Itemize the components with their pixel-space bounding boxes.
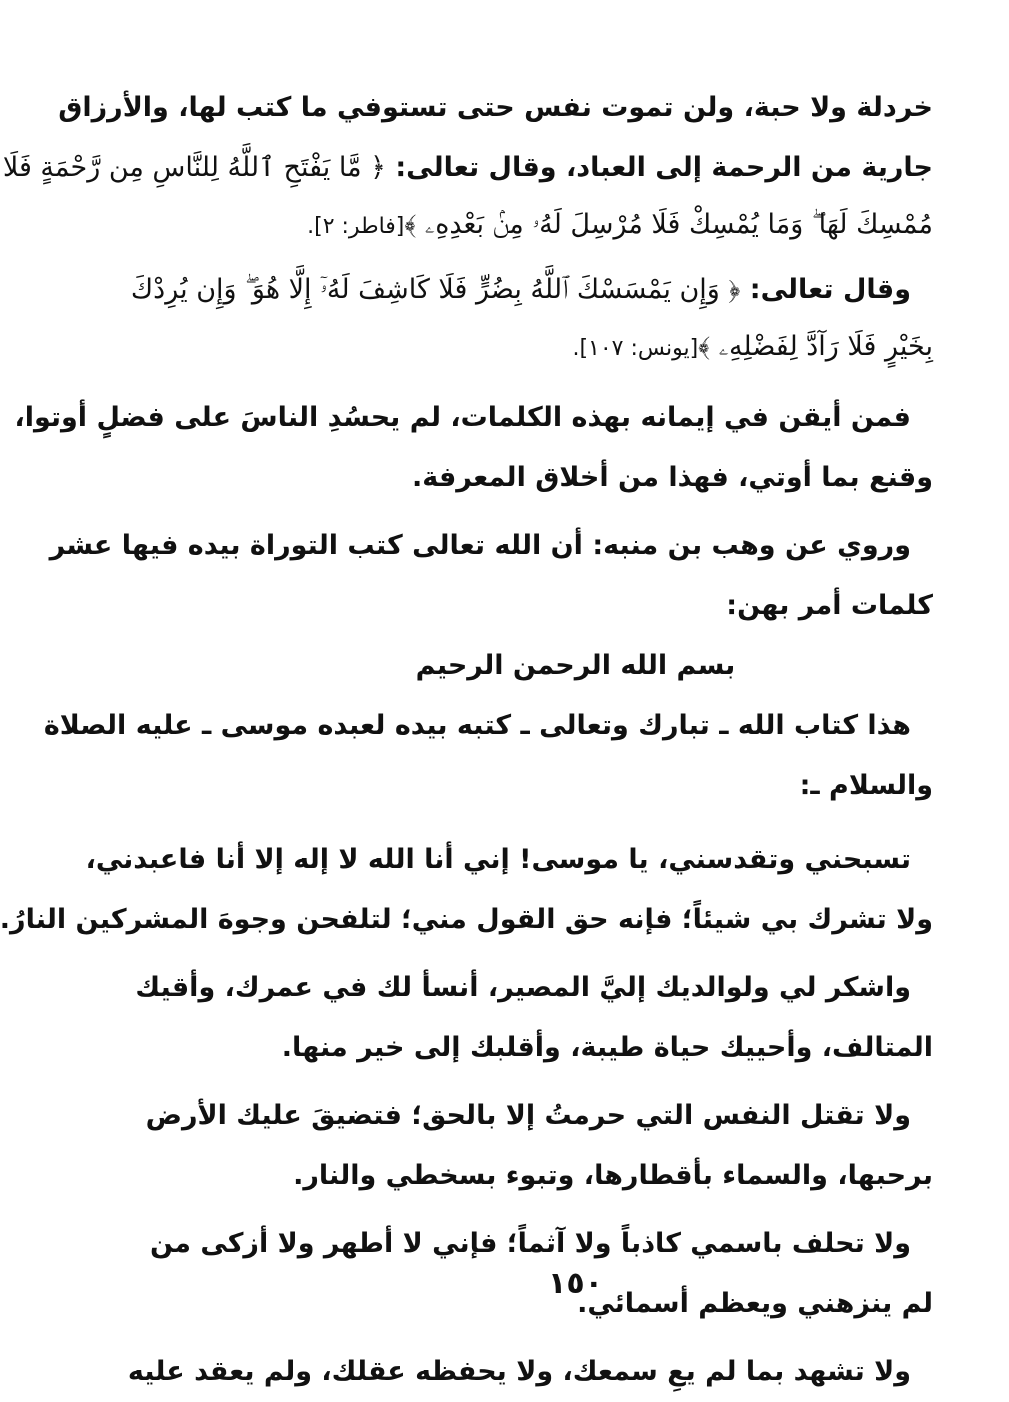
paragraph-line: والسلام ـ: — [799, 770, 933, 801]
paragraph-gap — [218, 252, 933, 260]
paragraph-gap — [218, 1078, 933, 1086]
paragraph-line: برحبها، والسماء بأقطارها، وتبوء بسخطي والنار. — [293, 1160, 933, 1191]
paragraph-line: تسبحني وتقدسني، يا موسى! إني أنا الله لا إله إلا أنا فاعبدني، — [85, 844, 911, 875]
paragraph-gap — [218, 950, 933, 958]
quran-verse: ﴿ وَإِن يَمْسَسْكَ ٱللَّهُ بِضُرٍّ فَلَا كَاشِفَ لَهُۥٓ إِلَّا هُوَ ۖ وَإِن يُرِدْكَ — [130, 274, 741, 305]
page-number: ١٥٠ — [548, 1266, 603, 1301]
paragraph-gap — [218, 1206, 933, 1214]
paragraph-line — [218, 198, 933, 252]
paragraph-gap — [218, 374, 933, 388]
paragraph-line: خردلة ولا حبة، ولن تموت نفس حتى تستوفي ما كتب لها، والأرزاق — [58, 92, 933, 123]
paragraph-line: لم ينزهني ويعظم أسمائي. — [577, 1288, 933, 1319]
paragraph-line: ولا تقتل النفس التي حرمتُ إلا بالحق؛ فتضيقَ عليك الأرض — [145, 1100, 911, 1131]
verse-reference: [يونس: ١٠٧]. — [572, 336, 699, 361]
paragraph-line — [218, 320, 933, 374]
paragraph-line: كلمات أمر بهن: — [726, 590, 933, 621]
paragraph-line: هذا كتاب الله ـ تبارك وتعالى ـ كتبه بيده لعبده موسى ـ عليه الصلاة — [43, 710, 911, 741]
paragraph-line: ولا تشهد بما لم يعِ سمعك، ولا يحفظه عقلك، ولم يعقد عليه — [127, 1356, 911, 1387]
paragraph-line: المتالف، وأحييك حياة طيبة، وأقلبك إلى خير منها. — [281, 1032, 933, 1063]
quran-verse: بِخَيْرٍ فَلَا رَآدَّ لِفَضْلِهِۦ ﴾ — [698, 331, 933, 362]
paragraph-line: ولا تشرك بي شيئاً؛ فإنه حق القول مني؛ لتلفحن وجوهَ المشركين النارُ. — [0, 904, 933, 935]
page-body — [0, 78, 933, 1402]
paragraph-line: وروي عن وهب بن منبه: أن الله تعالى كتب التوراة بيده فيها عشر — [49, 530, 911, 561]
paragraph-gap — [218, 816, 933, 830]
paragraph-line: فمن أيقن في إيمانه بهذه الكلمات، لم يحسُدِ الناسَ على فضلٍ أوتوا، — [14, 402, 911, 433]
basmala-heading: بسم الله الرحمن الرحيم — [415, 650, 736, 681]
paragraph-gap — [218, 1334, 933, 1342]
quran-verse: مُمْسِكَ لَهَا ۖ وَمَا يُمْسِكْ فَلَا مُرْسِلَ لَهُۥ مِنۢ بَعْدِهِۦ ﴾ — [404, 209, 933, 240]
paragraph-line: وقنع بما أوتي، فهذا من أخلاق المعرفة. — [411, 462, 933, 493]
paragraph-line — [130, 260, 933, 320]
paragraph-line: واشكر لي ولوالديك إليَّ المصير، أنسأ لك في عمرك، وأقيك — [135, 972, 911, 1003]
body-text: جارية من الرحمة إلى العباد، وقال تعالى: — [385, 152, 933, 183]
paragraph-gap — [218, 508, 933, 516]
verse-reference: [فاطر: ٢]. — [307, 214, 405, 239]
paragraph-line — [2, 138, 933, 198]
body-text: وقال تعالى: — [740, 274, 911, 305]
paragraph-line: ولا تحلف باسمي كاذباً ولا آثماً؛ فإني لا أطهر ولا أزكى من — [150, 1228, 911, 1259]
quran-verse: ﴿ مَّا يَفْتَحِ ٱللَّهُ لِلنَّاسِ مِن رَّحْمَةٍ فَلَا — [2, 152, 386, 183]
